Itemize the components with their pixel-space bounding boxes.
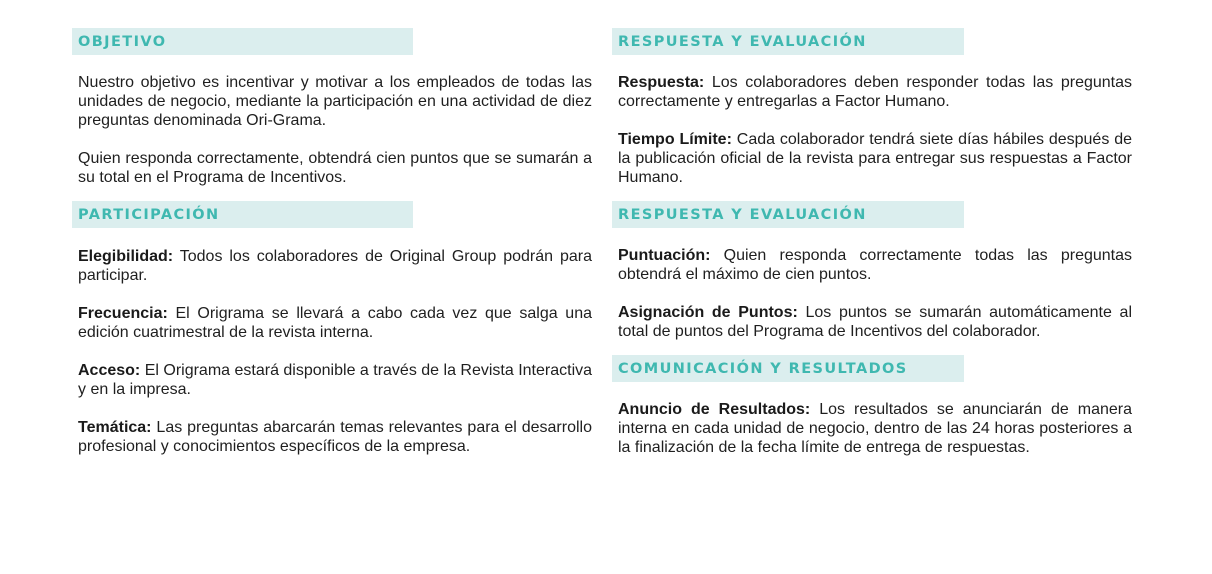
tematica-text: Las preguntas abarcarán temas relevantes para el desarrollo profesional y conocimientos específicos de la empresa. bbox=[78, 419, 592, 455]
participacion-tematica bbox=[72, 418, 592, 456]
puntuacion-text: Quien responda correctamente todas las preguntas obtendrá el máximo de cien puntos. bbox=[618, 247, 1132, 283]
objetivo-paragraph-2: Quien responda correctamente, obtendrá cien puntos que se sumarán a su total en el Programa de Incentivos. bbox=[78, 150, 592, 186]
participacion-frecuencia bbox=[72, 304, 592, 342]
frecuencia-label: Frecuencia: bbox=[78, 305, 168, 322]
tiempo-limite-text: Cada colaborador tendrá siete días hábiles después de la publicación oficial de la revista para entregar sus respuestas a Factor Humano. bbox=[618, 131, 1132, 186]
respuesta-item bbox=[612, 73, 1132, 111]
frecuencia-text: El Origrama se llevará a cabo cada vez que salga una edición cuatrimestral de la revista interna. bbox=[78, 305, 592, 341]
left-column bbox=[72, 28, 592, 456]
elegibilidad-text: Todos los colaboradores de Original Group podrán para participar. bbox=[78, 248, 592, 284]
participacion-elegibilidad bbox=[72, 247, 592, 285]
section-heading-comunicacion-resultados: COMUNICACIÓN Y RESULTADOS bbox=[612, 355, 964, 382]
acceso-label: Acceso: bbox=[78, 362, 141, 379]
tematica-label: Temática: bbox=[78, 419, 152, 436]
anuncio-resultados-label: Anuncio de Resultados: bbox=[618, 401, 811, 418]
section-heading-respuesta-evaluacion-1: RESPUESTA Y EVALUACIÓN bbox=[612, 28, 964, 55]
anuncio-resultados-text: Los resultados se anunciarán de manera interna en cada unidad de negocio, dentro de las 24 horas posteriores a la finalización de la fecha límite de entrega de respuestas. bbox=[618, 401, 1133, 456]
objetivo-paragraph-1: Nuestro objetivo es incentivar y motivar a los empleados de todas las unidades de negocio, mediante la participación en una actividad de diez preguntas denominada Ori-Grama. bbox=[78, 74, 592, 129]
right-column bbox=[612, 28, 1132, 457]
tiempo-limite-label: Tiempo Límite: bbox=[618, 131, 732, 148]
asignacion-puntos-label: Asignación de Puntos: bbox=[618, 304, 798, 321]
acceso-text: El Origrama estará disponible a través de la Revista Interactiva y en la impresa. bbox=[78, 362, 593, 398]
participacion-acceso bbox=[72, 361, 592, 399]
asignacion-puntos-item bbox=[612, 303, 1132, 341]
respuesta-label: Respuesta: bbox=[618, 74, 705, 91]
asignacion-puntos-text: Los puntos se sumarán automáticamente al total de puntos del Programa de Incentivos del colaborador. bbox=[618, 304, 1132, 340]
section-heading-objetivo: OBJETIVO bbox=[72, 28, 413, 55]
puntuacion-label: Puntuación: bbox=[618, 247, 711, 264]
respuesta-text: Los colaboradores deben responder todas las preguntas correctamente y entregarlas a Factor Humano. bbox=[618, 74, 1132, 110]
anuncio-resultados-item bbox=[612, 400, 1132, 457]
tiempo-limite-item bbox=[612, 130, 1132, 187]
section-heading-participacion: PARTICIPACIÓN bbox=[72, 201, 413, 228]
elegibilidad-label: Elegibilidad: bbox=[78, 248, 174, 265]
section-heading-respuesta-evaluacion-2: RESPUESTA Y EVALUACIÓN bbox=[612, 201, 964, 228]
puntuacion-item bbox=[612, 246, 1132, 284]
